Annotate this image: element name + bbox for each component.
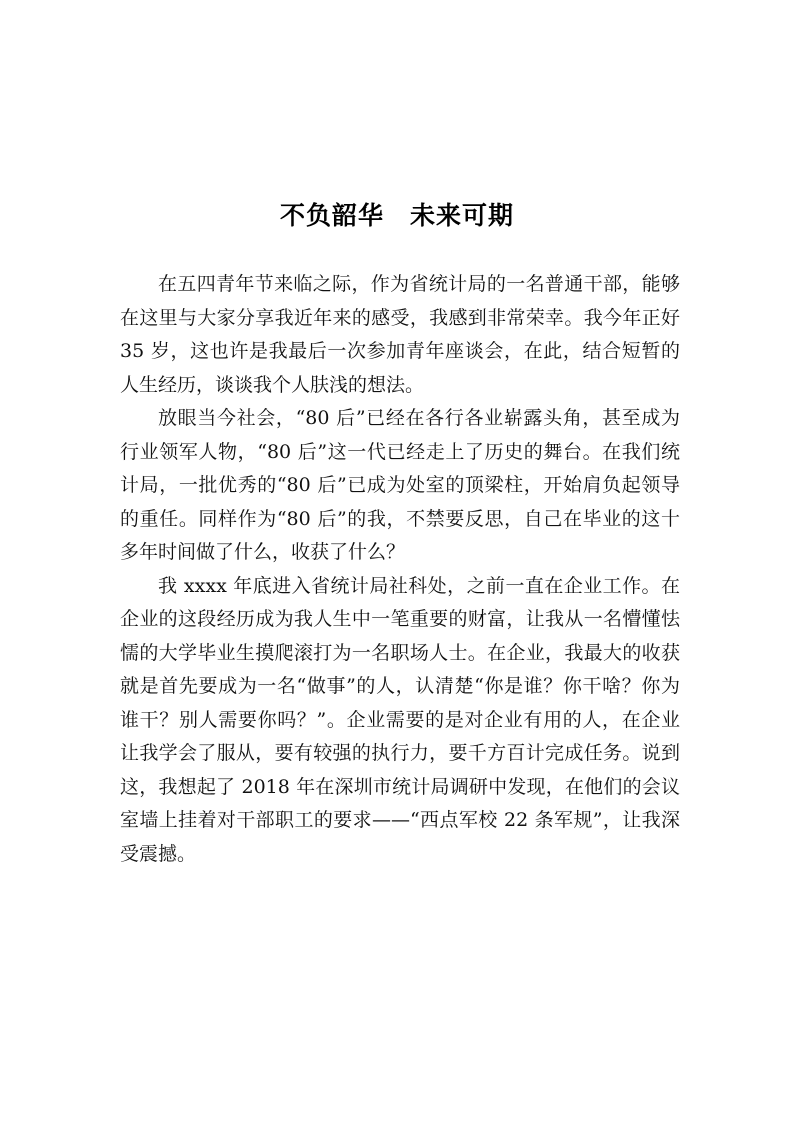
document-title: 不负韶华 未来可期: [279, 201, 514, 230]
paragraph: 我 xxxx 年底进入省统计局社科处，之前一直在企业工作。在企业的这段经历成为我人生中一笔重要的财富，让我从一名懵懂怯懦的大学毕业生摸爬滚打为一名职场人士。在企业，我最大的收获就是首先要成为一名“做事”的人，认清楚“你是谁？你干啥？你为谁干？别人需要你吗？”。企业需要的是对企业有用的人，在企业让我学会了服从，要有较强的执行力，要千方百计完成任务。说到这，我想起了 2018 年在深圳市统计局调研中发现，在他们的会议室墙上挂着对干部职工的要求——“西点军校 22 条军规”，让我深受震撼。: [120, 574, 680, 865]
document-body: [120, 268, 680, 871]
paragraph: 在五四青年节来临之际，作为省统计局的一名普通干部，能够在这里与大家分享我近年来的感受，我感到非常荣幸。我今年正好 35 岁，这也许是我最后一次参加青年座谈会，在此，结合短暂的人生经历，谈谈我个人肤浅的想法。: [120, 273, 680, 396]
paragraph: 放眼当今社会，“80 后”已经在各行各业崭露头角，甚至成为行业领军人物，“80 后”这一代已经走上了历史的舞台。在我们统计局，一批优秀的“80 后”已成为处室的顶梁柱，开始肩负起领导的重任。同样作为“80 后”的我，不禁要反思，自己在毕业的这十多年时间做了什么，收获了什么？: [120, 407, 680, 563]
